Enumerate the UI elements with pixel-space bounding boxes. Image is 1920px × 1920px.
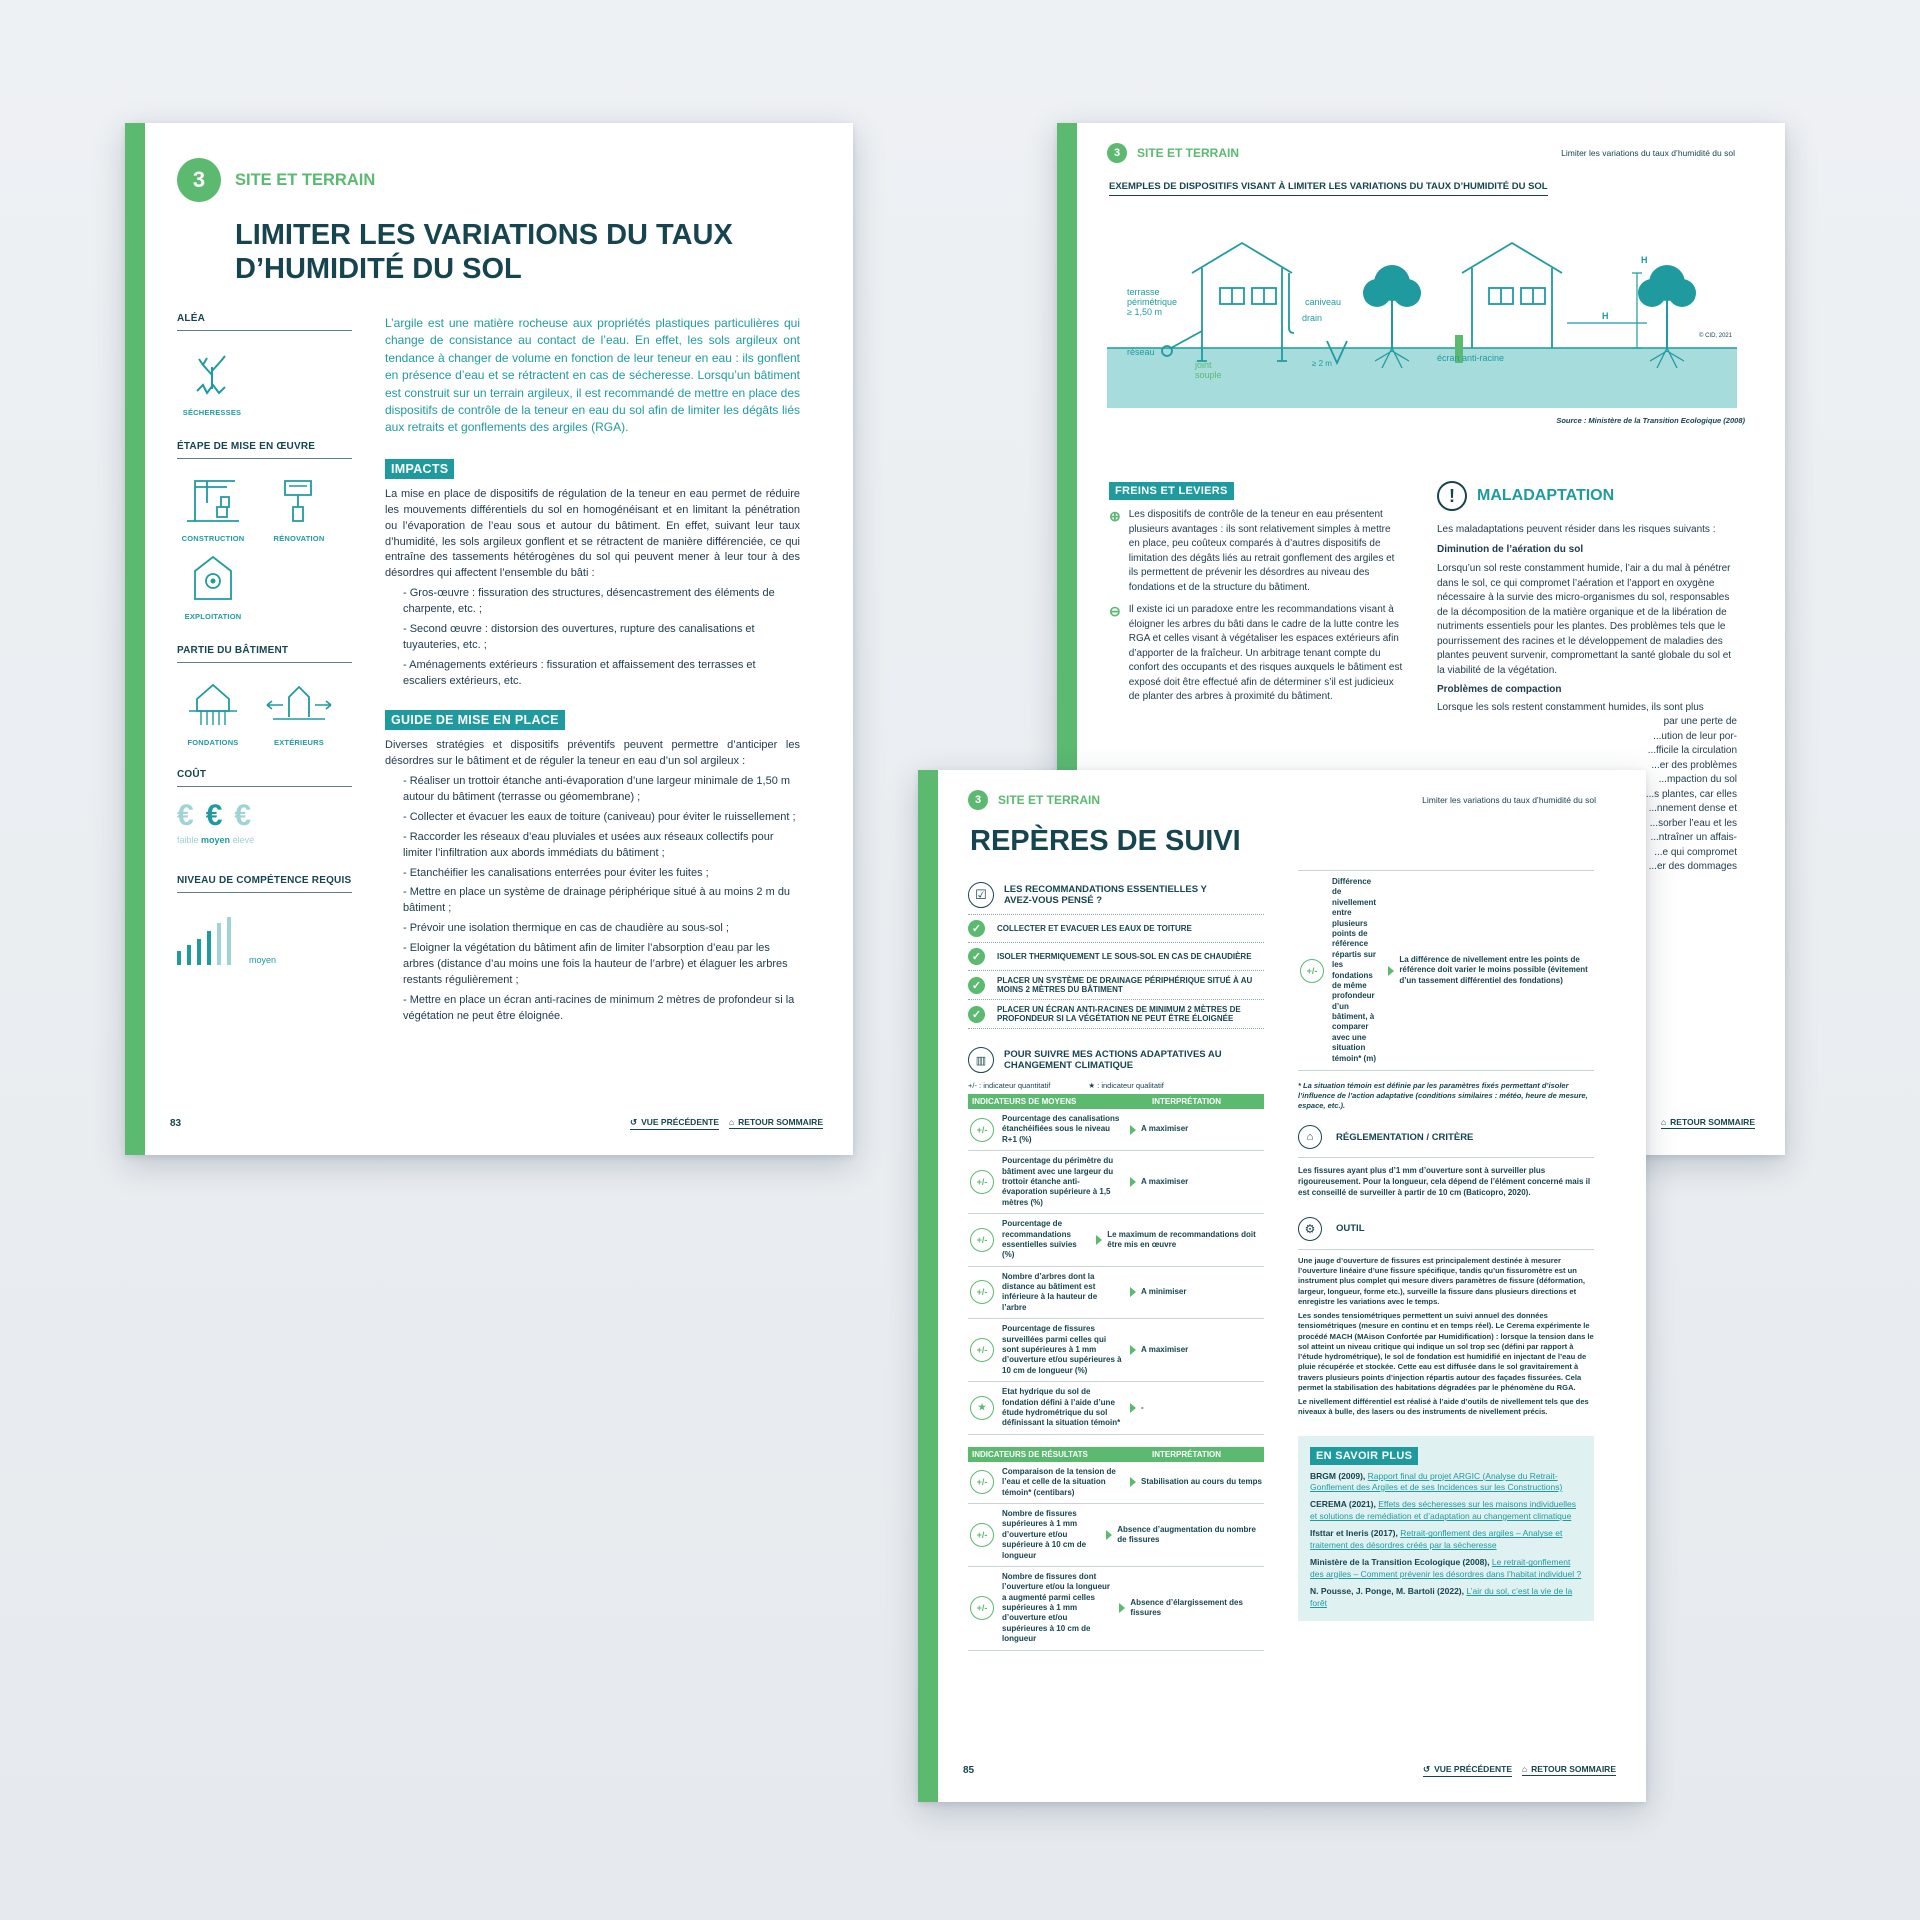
outil-text: Les sondes tensiométriques permettent un suivi annuel des données tensiométriques (mesure en continu et en temps réel). Le Cerema expérimente le procédé MACH (MAison Confortée par Humidification) : lorsque la tension dans le sol atteint un niveau critique qui indique un sol trop sec (défini par rapport à l’étude hydrométrique), le sol de fondation est humidifié en injectant de l’eau de pluie récupérée et stockée. Cette eau est diffusée dans le sol gravitairement à travers plusieurs points d’injection répartis autour des façades fissurées. Cela permet la stabilisation des habitations dégradées par le phénomène du RGA.: [1298, 1311, 1594, 1392]
list-item: - Prévoir une isolation thermique en cas de chaudière au sous-sol ;: [403, 922, 729, 935]
interpretation-text: La différence de nivellement entre les points de référence doit varier le moins possible (évitement d’un tassement différentiel des fondations): [1399, 954, 1588, 985]
list-item: - Eloigner la végétation du bâtiment afin de limiter l’absorption d’eau par les arbres (distance d’au moins une fois la hauteur de l’arbre) et élaguer les arbres restants régulièrement ;: [403, 942, 788, 987]
guide-tag: GUIDE DE MISE EN PLACE: [385, 710, 565, 730]
interpretation-text: Stabilisation au cours du temps: [1141, 1477, 1262, 1487]
building-icon: ⌂: [1298, 1125, 1322, 1149]
interpretation-text: A minimiser: [1141, 1287, 1187, 1297]
etape-item: [263, 473, 335, 543]
indicator-text: Différence de nivellement entre plusieurs points de référence répartis sur les fondations de même profondeur d’un bâtiment, à comparer avec une situation témoin* (m): [1332, 877, 1377, 1063]
home-icon: ⌂: [729, 1117, 735, 1127]
divider: [177, 662, 352, 663]
intro-text: L’argile est une matière rocheuse aux propriétés plastiques particulières qui change de consistance au contact de l’eau. En effet, les sols argileux ont tendance à changer de volume en fonction de leur teneur en eau : ils gonflent en présence d’eau et se rétractent en cas de sécheresse. Lorsqu’un bâtiment est construit sur un terrain argileux, il est recommandé de mettre en place des dispositifs de contrôle de la teneur en eau du sol afin de limiter les dégâts liés aux retraits et gonflements des argiles (RGA).: [385, 316, 800, 435]
divider: [177, 786, 352, 787]
arrow-icon: [1388, 966, 1394, 976]
section-title: SITE ET TERRAIN: [1137, 146, 1240, 160]
level-bar: [197, 939, 201, 965]
interpretation-text: A maximiser: [1141, 1345, 1189, 1355]
home-label: RETOUR SOMMAIRE: [1531, 1764, 1616, 1774]
etape-label-exploitation: EXPLOITATION: [184, 612, 242, 621]
reco-item-text: PLACER UN ÉCRAN ANTI-RACINES DE MINIMUM 2 MÈTRES DE PROFONDEUR SI LA VÉGÉTATION NE PEUT ÊTRE ÉLOIGNÉE: [997, 1005, 1241, 1023]
star-icon: ★: [970, 1396, 994, 1420]
maladaptation-text: Lorsque les sols restent constamment humides, ils sont plus: [1437, 701, 1704, 713]
section-title: SITE ET TERRAIN: [235, 170, 376, 189]
quantitative-icon: +/-: [970, 1523, 994, 1547]
reference-link[interactable]: Le retrait-gonflement des argiles – Comment prévenir les désordres dans l’habitat individuel ?: [1310, 1557, 1582, 1579]
guide-list: [385, 774, 800, 1025]
arrow-icon: [1130, 1177, 1136, 1187]
text-fragment: ...nnement dense et: [1648, 803, 1737, 814]
diagram-title: EXEMPLES DE DISPOSITIFS VISANT À LIMITER LES VARIATIONS DU TAUX D’HUMIDITÉ DU SOL: [1109, 181, 1548, 196]
freins-column: [1109, 481, 1404, 705]
freins-plus-text: Les dispositifs de contrôle de la teneur en eau présentent plusieurs avantages : ils sont relativement simples à mettre en place, peu coûteux comparés à d’autres dispositifs de limitation des dégâts liés au retrait gonflement des argiles et ils permettent de prévenir les désordres au niveau des fondations et de la structure du bâtiment.: [1128, 509, 1395, 593]
sidebar: [177, 313, 352, 965]
foundations-icon: [177, 677, 249, 729]
partie-label-fondations: FONDATIONS: [187, 738, 239, 747]
arrow-icon: [1119, 1603, 1125, 1613]
maladaptation-intro: Les maladaptations peuvent résider dans les risques suivants :: [1437, 524, 1716, 535]
etape-label-renovation: RÉNOVATION: [273, 534, 325, 543]
table-row: [968, 1214, 1264, 1267]
running-header: Limiter les variations du taux d’humidité du sol: [1561, 148, 1735, 158]
reference-author: N. Pousse, J. Ponge, M. Bartoli (2022),: [1310, 1586, 1464, 1597]
home-label: RETOUR SOMMAIRE: [738, 1117, 823, 1127]
euro-icon: €: [177, 799, 194, 832]
table-row: [968, 1462, 1264, 1504]
home-link[interactable]: [1522, 1764, 1616, 1776]
indicator-text: Nombre de fissures dont l’ouverture et/ou la longueur a augmenté parmi celles supérieures à 1 mm d’ouverture et/ou supérieures à 10 cm de longueur: [1002, 1571, 1111, 1644]
quantitative-icon: +/-: [970, 1596, 994, 1620]
quantitative-icon: +/-: [970, 1228, 994, 1252]
label-caniveau: caniveau: [1305, 297, 1342, 307]
reference-item: [1310, 1586, 1582, 1609]
home-link[interactable]: [729, 1117, 823, 1129]
previous-view-link[interactable]: [1423, 1764, 1512, 1777]
results-table: [968, 1462, 1264, 1651]
warning-icon: !: [1437, 481, 1467, 511]
competence-value: moyen: [249, 955, 277, 965]
list-item: - Second œuvre : distorsion des ouvertures, rupture des canalisations et tuyauteries, etc. ;: [403, 623, 755, 652]
page-83: [125, 123, 853, 1155]
partie-icons: [177, 677, 352, 747]
reco-item-text: PLACER UN SYSTÈME DE DRAINAGE PÉRIPHÉRIQUE SITUÉ À AU MOINS 2 MÈTRES DU BÂTIMENT: [997, 976, 1253, 994]
text-fragment: ...er des dommages: [1648, 861, 1737, 872]
quantitative-icon: +/-: [970, 1170, 994, 1194]
soil-diagram: [1107, 233, 1737, 408]
arrow-icon: [1106, 1530, 1112, 1540]
outil-title: OUTIL: [1336, 1223, 1365, 1235]
level-bar: [177, 951, 181, 965]
reco-title: LES RECOMMANDATIONS ESSENTIELLES Y AVEZ-VOUS PENSÉ ?: [1004, 884, 1207, 906]
legend-quantitative: +/- : indicateur quantitatif: [968, 1081, 1051, 1090]
label-drain: drain: [1302, 313, 1323, 323]
reference-author: Ministère de la Transition Ecologique (2008),: [1310, 1557, 1490, 1568]
col-header: INTERPRÉTATION: [1152, 1097, 1222, 1106]
reco-header: [968, 882, 1264, 908]
page-title-line: LIMITER LES VARIATIONS DU TAUX: [235, 219, 733, 251]
table-row: [968, 1567, 1264, 1651]
indicator-interpretation: [1130, 1177, 1188, 1187]
cost-low: faible: [177, 835, 199, 845]
indicator-interpretation: [1096, 1230, 1262, 1251]
indicator-interpretation: [1119, 1598, 1262, 1619]
diagram-source: Source : Ministère de la Transition Ecologique (2008): [1556, 416, 1745, 425]
cout-label: COÛT: [177, 769, 207, 780]
reference-author: CEREMA (2021),: [1310, 1499, 1376, 1510]
indicator-text: Comparaison de la tension de l’eau et celle de la situation témoin* (centibars): [1002, 1466, 1116, 1497]
previous-view-label: VUE PRÉCÉDENTE: [1434, 1764, 1512, 1774]
divider: [1298, 1157, 1594, 1158]
partie-label-exterieurs: EXTÉRIEURS: [274, 738, 324, 747]
list-item: - Mettre en place un système de drainage périphérique situé à au moins 2 m du bâtiment ;: [403, 886, 791, 915]
page-footer: [963, 1760, 1616, 1780]
running-header: Limiter les variations du taux d’humidité du sol: [1422, 795, 1596, 805]
section-title: SITE ET TERRAIN: [998, 793, 1101, 807]
home-label: RETOUR SOMMAIRE: [1670, 1117, 1755, 1127]
table-row: [968, 1109, 1264, 1151]
list-item: - Réaliser un trottoir étanche anti-évaporation d’une largeur minimale de 1,50 m autour du bâtiment (terrasse ou géomembrane) ;: [403, 774, 791, 803]
indicator-text: Pourcentage de fissures surveillées parmi celles qui sont supérieures à 1 mm d’ouverture et/ou supérieures à 10 cm de longueur (%): [1002, 1324, 1122, 1375]
reco-item-text: COLLECTER ET EVACUER LES EAUX DE TOITURE: [997, 924, 1192, 933]
table-row: [968, 1267, 1264, 1320]
reference-author: BRGM (2009),: [1310, 1470, 1366, 1481]
competence-label: NIVEAU DE COMPÉTENCE REQUIS: [177, 875, 352, 886]
reference-link[interactable]: Effets des sécheresses sur les maisons individuelles et solutions de remédiation et d’adaptation au changement climatique: [1310, 1499, 1577, 1521]
right-column: [1298, 870, 1594, 1621]
reference-item: [1310, 1499, 1582, 1522]
interpretation-text: Absence d’élargissement des fissures: [1130, 1597, 1243, 1618]
main-column: [385, 315, 800, 1025]
reco-list: [968, 914, 1264, 1029]
section-header: [1107, 143, 1239, 163]
section-number: 3: [177, 158, 221, 202]
home-link[interactable]: [1661, 1117, 1755, 1129]
secheresse-block: [177, 349, 247, 417]
reco-item: [968, 970, 1264, 999]
guide-text: Diverses stratégies et dispositifs préventifs peuvent permettre d’anticiper les désordres sur le bâtiment et de réguler la teneur en eau d’un sol argileux :: [385, 738, 800, 767]
footnote: * La situation témoin est définie par les paramètres fixés permettant d’isoler l’influence de l’action adaptative (conditions similaires : météo, heure de mesure, espace, etc.).: [1298, 1081, 1588, 1111]
checklist-icon: ☑: [968, 882, 994, 908]
reference-item: [1310, 1528, 1582, 1551]
impacts-tag: IMPACTS: [385, 459, 454, 479]
quantitative-icon: +/-: [970, 1280, 994, 1304]
plus-icon: ⊕: [1109, 508, 1121, 524]
alea-item-label: SÉCHERESSES: [182, 408, 242, 417]
page-footer: [170, 1113, 823, 1133]
home-icon: ⌂: [1522, 1764, 1528, 1774]
reco-item-text: ISOLER THERMIQUEMENT LE SOUS-SOL EN CAS DE CHAUDIÈRE: [997, 952, 1252, 961]
arrow-icon: [1130, 1477, 1136, 1487]
savoir-tag: EN SAVOIR PLUS: [1310, 1447, 1418, 1465]
label-ecran: écran anti-racine: [1437, 353, 1505, 363]
gear-icon: ⚙: [1298, 1217, 1322, 1241]
outil-text: Le nivellement différentiel est réalisé à l’aide d’outils de nivellement tels que des niveaux à bulle, des lasers ou des instruments de nivellement précis.: [1298, 1397, 1589, 1417]
impacts-text: La mise en place de dispositifs de régulation de la teneur en eau permet de réduire les mouvements différentiels du sol en homogénéisant et en limitant la pénétration ou l’évaporation de l’eau sous et autour du bâtiment. En effet, suivant leur taux d’humidité, les sols argileux gonflent et se rétractent de manière différenciée, ce qui entraîne des tassements hétérogènes du sol qui peuvent mener à leur tour à des désordres qui affectent l’ensemble du bâti :: [385, 487, 800, 580]
indicator-interpretation: [1130, 1345, 1188, 1355]
list-item: - Aménagements extérieurs : fissuration et affaissement des terrasses et escaliers extérieurs, etc.: [403, 659, 756, 688]
label-h: H: [1602, 311, 1609, 321]
text-fragment: ...sorber l’eau et les: [1649, 817, 1737, 829]
minus-icon: ⊖: [1109, 603, 1121, 619]
outil-text: Une jauge d’ouverture de fissures est principalement destinée à mesurer l’ouverture linéaire d’une fissure spécifique, tandis qu’un fissuromètre est un instrument plus complet qui mesure divers paramètres de fissure (déformation, largeur, longueur, forme etc.), surveille la fissure dans plusieurs directions et enregistre les variations avec le temps.: [1298, 1255, 1585, 1306]
reco-item: [968, 942, 1264, 970]
savoir-box: [1298, 1436, 1594, 1622]
arrow-icon: [1130, 1403, 1136, 1413]
undo-icon: ↺: [1422, 1763, 1431, 1774]
quantitative-icon: +/-: [970, 1338, 994, 1362]
cost-high: élevé: [232, 835, 255, 845]
cost-scale-labels: [177, 835, 352, 845]
cost-scale: [177, 799, 352, 833]
outil-header: [1298, 1217, 1594, 1241]
list-item: - Raccorder les réseaux d’eau pluviales et usées aux réseaux collectifs pour limiter l’infiltration aux abords immédiats du bâtiment ;: [403, 830, 774, 859]
freins-plus: [1109, 508, 1404, 595]
freins-minus-text: Il existe ici un paradoxe entre les recommandations visant à éloigner les arbres du bâti dans le cadre de la lutte contre les RGA et celles visant à végétaliser les espaces extérieurs afin d’apporter de la fraîcheur. Un arbitrage tenant compte du confort des occupants et des risques auxquels le bâtiment est exposé doit être effectué afin de déterminer s’il est judicieux de planter des arbres à proximité du bâtiment.: [1128, 604, 1403, 702]
table-row: [968, 1151, 1264, 1214]
maladaptation-text: Lorsqu’un sol reste constamment humide, l’air a du mal à pénétrer dans le sol, ce qui compromet l’aération et l’apport en oxygène nécessaire à la survie des micro-organismes du sol, responsables de la décomposition de la matière organique et de la libération de nutriments essentiels pour les plantes. Des problèmes tels que le pourrissement des racines et le développement de maladies des plantes peuvent survenir, compromettant la santé globale du sol et la viabilité de la végétation.: [1437, 563, 1732, 676]
text-fragment: ...e qui compromet: [1654, 846, 1737, 858]
freins-tag: FREINS ET LEVIERS: [1109, 482, 1234, 500]
indicator-interpretation: [1130, 1124, 1188, 1134]
divider: [177, 330, 352, 331]
regl-text: Les fissures ayant plus d’1 mm d’ouverture sont à surveiller plus rigoureusement. Pour la longueur, cela dépend de l’élément concerné mais il est conseillé de surveiller à partir de 10 cm (Baticopro, 2020).: [1298, 1166, 1591, 1197]
section-number: 3: [1107, 143, 1127, 163]
footer-nav: [1423, 1764, 1616, 1777]
legend-qualitative: ★ : indicateur qualitatif: [1088, 1081, 1164, 1090]
drought-icon: [177, 349, 247, 399]
check-icon: ✓: [968, 977, 985, 994]
results-table-header: [968, 1447, 1264, 1462]
interpretation-text: Le maximum de recommandations doit être mis en œuvre: [1107, 1229, 1256, 1249]
left-column: [968, 882, 1264, 1651]
maladaptation-header: [1437, 481, 1737, 511]
partie-item: [177, 677, 249, 747]
regl-header: [1298, 1125, 1594, 1149]
etape-label: ÉTAPE DE MISE EN ŒUVRE: [177, 441, 316, 452]
text-fragment: ...mpaction du sol: [1658, 774, 1737, 785]
reference-item: [1310, 1471, 1582, 1494]
text-fragment: ...fficile la circulation: [1647, 745, 1737, 756]
col-header: INDICATEURS DE RÉSULTATS: [972, 1449, 1088, 1459]
paint-roller-icon: [263, 473, 335, 525]
indicator-interpretation: [1130, 1403, 1144, 1413]
table-row: [968, 1319, 1264, 1382]
page-side-bar: [918, 770, 938, 1802]
page-number: 83: [170, 1117, 182, 1129]
house-right: [1462, 243, 1562, 348]
interpretation-text: A maximiser: [1141, 1176, 1189, 1186]
euro-icon: €: [205, 799, 223, 832]
footer-nav: [630, 1117, 823, 1130]
label-h: H: [1641, 255, 1648, 265]
page-title-line: D’HUMIDITÉ DU SOL: [235, 253, 522, 286]
list-item: - Collecter et évacuer les eaux de toiture (caniveau) pour éviter le ruissellement ;: [403, 810, 796, 823]
table-row: [968, 1504, 1264, 1567]
impacts-list: [385, 586, 800, 690]
list-item: - Gros-œuvre : fissuration des structures, désencastrement des éléments de charpente, etc. ;: [403, 587, 775, 616]
undo-icon: ↺: [629, 1116, 638, 1127]
reference-author: Ifsttar et Ineris (2017),: [1310, 1528, 1398, 1539]
etape-label-construction: CONSTRUCTION: [181, 534, 245, 543]
indicator-interpretation: [1130, 1477, 1262, 1487]
etape-icons: [177, 473, 352, 543]
reference-item: [1310, 1557, 1582, 1580]
check-icon: ✓: [968, 920, 985, 937]
home-icon: ⌂: [1661, 1117, 1667, 1127]
indicator-text: Pourcentage du périmètre du bâtiment avec une largeur du trottoir étanche anti-évaporation supérieure à 1,5 mètres (%): [1002, 1156, 1114, 1207]
indicator-text: Nombre de fissures supérieures à 1 mm d’ouverture et/ou supérieure à 10 cm de longueur: [1002, 1508, 1087, 1560]
quantitative-icon: +/-: [1300, 959, 1324, 983]
arrow-icon: [1130, 1345, 1136, 1355]
reference-link[interactable]: L’air du sol, c’est la vie de la forêt: [1310, 1586, 1573, 1608]
maladaptation-title: MALADAPTATION: [1477, 487, 1615, 504]
col-header: INDICATEURS DE MOYENS: [972, 1097, 1077, 1106]
moyens-table: [968, 1109, 1264, 1435]
page-title: [235, 218, 733, 286]
table-row: [1298, 870, 1594, 1071]
copyright: © CID, 2021: [1699, 333, 1733, 339]
arrow-icon: [1130, 1287, 1136, 1297]
quantitative-icon: +/-: [970, 1470, 994, 1494]
text-fragment: ...ntraîner un affais-: [1650, 832, 1737, 843]
house-gear-icon: [177, 551, 249, 603]
table-row: [968, 1382, 1264, 1435]
reference-link[interactable]: Retrait-gonflement des argiles – Analyse et traitement des désordres créés par la sécheresse: [1310, 1528, 1563, 1550]
text-fragment: ...s plantes, car elles: [1645, 788, 1737, 800]
competence-bars: [177, 917, 352, 965]
indicator-interpretation: [1130, 1287, 1187, 1297]
level-bar: [207, 931, 211, 965]
partie-item: [263, 677, 335, 747]
page-title: REPÈRES DE SUIVI: [970, 825, 1241, 857]
page-header: [1107, 143, 1735, 163]
etape-item: [177, 473, 249, 543]
check-icon: ✓: [968, 948, 985, 965]
list-item: - Mettre en place un écran anti-racines de minimum 2 mètres de profondeur si la végétation ne peut être éloignée.: [403, 994, 795, 1023]
previous-view-label: VUE PRÉCÉDENTE: [641, 1117, 719, 1127]
arrow-icon: [1096, 1235, 1102, 1245]
label-joint: joint souple: [1195, 360, 1222, 380]
interpretation-text: -: [1141, 1402, 1144, 1412]
indicator-interpretation: [1388, 955, 1592, 986]
arrow-icon: [1130, 1125, 1136, 1135]
previous-view-link[interactable]: [630, 1117, 719, 1130]
page-header: [968, 790, 1596, 810]
suivi-title: POUR SUIVRE MES ACTIONS ADAPTATIVES AU CHANGEMENT CLIMATIQUE: [1004, 1049, 1222, 1071]
reference-link[interactable]: Rapport final du projet ARGIC (Analyse du Retrait-Gonflement des Argiles et de ses Incidences sur les Constructions): [1310, 1470, 1563, 1493]
label-terrasse: terrasse périmétrique ≥ 1,50 m: [1127, 287, 1178, 317]
label-distance: ≥ 2 m: [1312, 359, 1332, 368]
indicator-text: Nombre d’arbres dont la distance au bâtiment est inférieure à la hauteur de l’arbre: [1002, 1271, 1098, 1312]
quantitative-icon: +/-: [970, 1118, 994, 1142]
interpretation-text: Absence d’augmentation du nombre de fissures: [1117, 1524, 1256, 1544]
check-icon: ✓: [968, 1006, 985, 1023]
divider: [177, 458, 352, 459]
page-side-bar: [125, 123, 145, 1155]
cost-mid: moyen: [201, 835, 231, 845]
indicator-interpretation: [1106, 1525, 1262, 1546]
interpretation-text: A maximiser: [1141, 1124, 1189, 1134]
text-fragment: ...ution de leur por-: [1653, 730, 1737, 742]
crane-icon: [177, 473, 249, 525]
indicator-text: Pourcentage de recommandations essentielles suivies (%): [1002, 1219, 1077, 1260]
etape-item: [177, 551, 249, 621]
text-fragment: par une perte de: [1663, 716, 1737, 727]
regl-title: RÉGLEMENTATION / CRITÈRE: [1336, 1131, 1474, 1143]
list-item: - Etanchéifier les canalisations enterrées pour éviter les fuites ;: [403, 866, 709, 879]
reference-list: [1310, 1471, 1582, 1610]
euro-icon: €: [234, 799, 252, 832]
level-bar: [187, 945, 191, 965]
indicator-text: Pourcentage des canalisations étanchéifiées sous le niveau R+1 (%): [1002, 1114, 1120, 1144]
level-bar: [217, 923, 221, 965]
page-number: 85: [963, 1764, 975, 1776]
level-bar: [227, 917, 231, 965]
reco-item: [968, 999, 1264, 1029]
section-number: 3: [968, 790, 988, 810]
col-header: INTERPRÉTATION: [1152, 1449, 1222, 1459]
bar-chart-icon: ▥: [968, 1047, 994, 1073]
partie-label: PARTIE DU BÂTIMENT: [177, 645, 289, 656]
label-reseau: réseau: [1127, 347, 1155, 357]
footer-nav: [1661, 1117, 1755, 1129]
text-fragment: ...er des problèmes: [1651, 759, 1737, 771]
freins-minus: [1109, 603, 1404, 705]
indicator-legend: [968, 1081, 1264, 1090]
alea-label: ALÉA: [177, 313, 206, 324]
section-header: [177, 158, 375, 202]
maladaptation-heading: Diminution de l’aération du sol: [1437, 543, 1584, 555]
divider: [177, 892, 352, 893]
exterior-icon: [263, 677, 335, 729]
page-85: [918, 770, 1646, 1802]
suivi-header: [968, 1047, 1264, 1073]
moyens-table-header: [968, 1094, 1264, 1109]
maladaptation-heading: Problèmes de compaction: [1437, 684, 1562, 695]
reco-item: [968, 914, 1264, 942]
indicator-text: Etat hydrique du sol de fondation défini à l’aide d’une étude hydrométrique du sol définissant la situation témoin*: [1002, 1387, 1121, 1428]
divider: [1298, 1249, 1594, 1250]
section-header: [968, 790, 1100, 810]
